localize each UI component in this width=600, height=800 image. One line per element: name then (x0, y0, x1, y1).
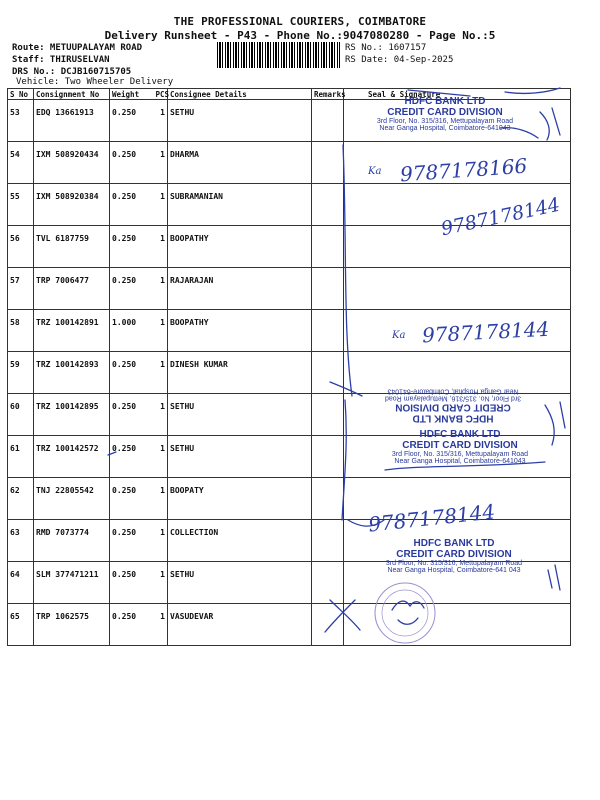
cell-consignee: BOOPATY (168, 478, 312, 520)
seal-stamp-3 (380, 430, 540, 466)
rs-date: RS Date: 04-Sep-2025 (345, 55, 454, 65)
cell-weight: 0.250 (110, 100, 154, 142)
stamp-address: 3rd Floor, No. 315/316, Mettupalayam Road (376, 118, 514, 125)
cell-weight: 0.250 (110, 268, 154, 310)
cell-sno: 63 (8, 520, 34, 562)
route: Route: METUUPALAYAM ROAD (12, 43, 143, 53)
cell-sno: 60 (8, 394, 34, 436)
cell-pcs: 1 (154, 604, 168, 646)
cell-consignee: BOOPATHY (168, 226, 312, 268)
cell-remarks (312, 562, 344, 604)
handwritten-phone-2: 9787178144 (439, 193, 562, 241)
cell-weight: 0.250 (110, 478, 154, 520)
seal-stamp-4 (364, 539, 544, 575)
cell-pcs: 1 (154, 226, 168, 268)
cell-consignment: IXM 508920434 (34, 142, 110, 184)
cell-sno: 58 (8, 310, 34, 352)
stamp-division: CREDIT CARD DIVISION (396, 548, 512, 560)
handwritten-phone-1: 9787178166 (399, 153, 528, 187)
stamp-address: 3rd Floor, No. 315/316, Mettupalayam Road (384, 394, 522, 402)
handwritten-prefix: Ka (368, 166, 382, 177)
col-seal: Seal & Signature (344, 89, 571, 100)
cell-consignment: TVL 6187759 (34, 226, 110, 268)
cell-consignee: BOOPATHY (168, 310, 312, 352)
cell-weight: 0.250 (110, 436, 154, 478)
cell-consignment: IXM 508920384 (34, 184, 110, 226)
cell-consignment: RMD 7073774 (34, 520, 110, 562)
cell-remarks (312, 226, 344, 268)
col-weight: Weight (110, 89, 154, 100)
cell-remarks (312, 268, 344, 310)
cell-consignment: TRZ 100142893 (34, 352, 110, 394)
cell-consignee: DHARMA (168, 142, 312, 184)
cell-consignment: TRZ 100142572 (34, 436, 110, 478)
cell-seal (344, 268, 571, 310)
cell-weight: 0.250 (110, 184, 154, 226)
drs-number: DRS No.: DCJB160715705 (12, 67, 132, 77)
cell-remarks (312, 394, 344, 436)
stamp-city: Near Ganga Hospital, Coimbatore-641043 (394, 458, 526, 466)
cell-weight: 0.250 (110, 604, 154, 646)
seal-stamp-2 (373, 387, 533, 423)
cell-consignment: TRZ 100142895 (34, 394, 110, 436)
cell-pcs: 1 (154, 184, 168, 226)
cell-consignment: TNJ 22805542 (34, 478, 110, 520)
cell-seal (344, 604, 571, 646)
cell-remarks (312, 436, 344, 478)
stamp-city: Near Ganga Hospital, Coimbatore-641 043 (387, 567, 521, 575)
cell-consignment: TRP 1062575 (34, 604, 110, 646)
stamp-division: CREDIT CARD DIVISION (402, 439, 518, 451)
col-consignee: Consignee Details (168, 89, 312, 100)
cell-consignee: DINESH KUMAR (168, 352, 312, 394)
cell-consignee: SETHU (168, 394, 312, 436)
table-row (8, 226, 571, 268)
cell-weight: 0.250 (110, 352, 154, 394)
cell-weight: 0.250 (110, 562, 154, 604)
stamp-city: Near Ganga Hospital, Coimbatore-641043 (379, 125, 511, 133)
stamp-bank: HDFC BANK LTD (413, 538, 495, 549)
barcode (217, 42, 340, 68)
cell-consignment: TRZ 100142891 (34, 310, 110, 352)
cell-consignee: SETHU (168, 100, 312, 142)
stamp-bank: HDFC BANK LTD (419, 429, 501, 440)
cell-sno: 56 (8, 226, 34, 268)
stamp-division: CREDIT CARD DIVISION (387, 106, 503, 118)
cell-sno: 57 (8, 268, 34, 310)
cell-remarks (312, 310, 344, 352)
cell-pcs: 1 (154, 142, 168, 184)
cell-consignee: SETHU (168, 436, 312, 478)
rs-number: RS No.: 1607157 (345, 43, 427, 53)
cell-remarks (312, 100, 344, 142)
col-remarks: Remarks (312, 89, 344, 100)
cell-consignee: SETHU (168, 562, 312, 604)
col-consignment: Consignment No (34, 89, 110, 100)
staff: Staff: THIRUSELVAN (12, 55, 110, 65)
cell-pcs: 1 (154, 394, 168, 436)
table-row (8, 604, 571, 646)
cell-sno: 65 (8, 604, 34, 646)
col-sno: S No (8, 89, 34, 100)
cell-sno: 61 (8, 436, 34, 478)
cell-consignment: SLM 377471211 (34, 562, 110, 604)
cell-remarks (312, 142, 344, 184)
cell-pcs: 1 (154, 268, 168, 310)
stamp-division: CREDIT CARD DIVISION (395, 402, 511, 414)
cell-pcs: 1 (154, 562, 168, 604)
cell-weight: 0.250 (110, 226, 154, 268)
company-title: THE PROFESSIONAL COURIERS, COIMBATORE (173, 15, 427, 28)
cell-pcs: 1 (154, 352, 168, 394)
cell-weight: 0.250 (110, 394, 154, 436)
cell-remarks (312, 478, 344, 520)
table-row (8, 268, 571, 310)
cell-pcs: 1 (154, 310, 168, 352)
cell-remarks (312, 604, 344, 646)
cell-weight: 0.250 (110, 142, 154, 184)
cell-pcs: 1 (154, 100, 168, 142)
stamp-bank: HDFC BANK LTD (412, 412, 494, 424)
cell-pcs: 1 (154, 436, 168, 478)
handwritten-phone-3: 9787178144 (421, 316, 550, 348)
vehicle: Vehicle: Two Wheeler Delivery (16, 77, 174, 87)
cell-consignee: SUBRAMANIAN (168, 184, 312, 226)
cell-sno: 62 (8, 478, 34, 520)
cell-consignee: COLLECTION (168, 520, 312, 562)
stamp-city: Near Ganga Hospital, Coimbatore-641043 (387, 387, 519, 395)
stamp-address: 3rd Floor, No. 315/316, Mettupalayam Road (391, 451, 529, 458)
seal-stamp-1 (365, 97, 525, 133)
cell-remarks (312, 352, 344, 394)
stamp-bank: HDFC BANK LTD (404, 96, 486, 107)
cell-pcs: 1 (154, 478, 168, 520)
cell-sno: 55 (8, 184, 34, 226)
cell-weight: 0.250 (110, 520, 154, 562)
cell-sno: 53 (8, 100, 34, 142)
cell-consignment: TRP 7006477 (34, 268, 110, 310)
handwritten-phone-4: 9787178144 (367, 499, 497, 537)
cell-pcs: 1 (154, 520, 168, 562)
cell-sno: 64 (8, 562, 34, 604)
handwritten-prefix-2: Ka (392, 330, 406, 341)
cell-sno: 59 (8, 352, 34, 394)
runsheet-title: Delivery Runsheet - P43 - Phone No.:9047080280 - Page No.:5 (104, 29, 496, 42)
col-pcs: PCS (155, 89, 170, 99)
cell-consignee: VASUDEVAR (168, 604, 312, 646)
cell-sno: 54 (8, 142, 34, 184)
cell-weight: 1.000 (110, 310, 154, 352)
cell-remarks (312, 184, 344, 226)
stamp-address: 3rd Floor, No. 315/316, Mettupalayam Road (385, 560, 523, 567)
cell-consignee: RAJARAJAN (168, 268, 312, 310)
cell-remarks (312, 520, 344, 562)
cell-consignment: EDQ 13661913 (34, 100, 110, 142)
